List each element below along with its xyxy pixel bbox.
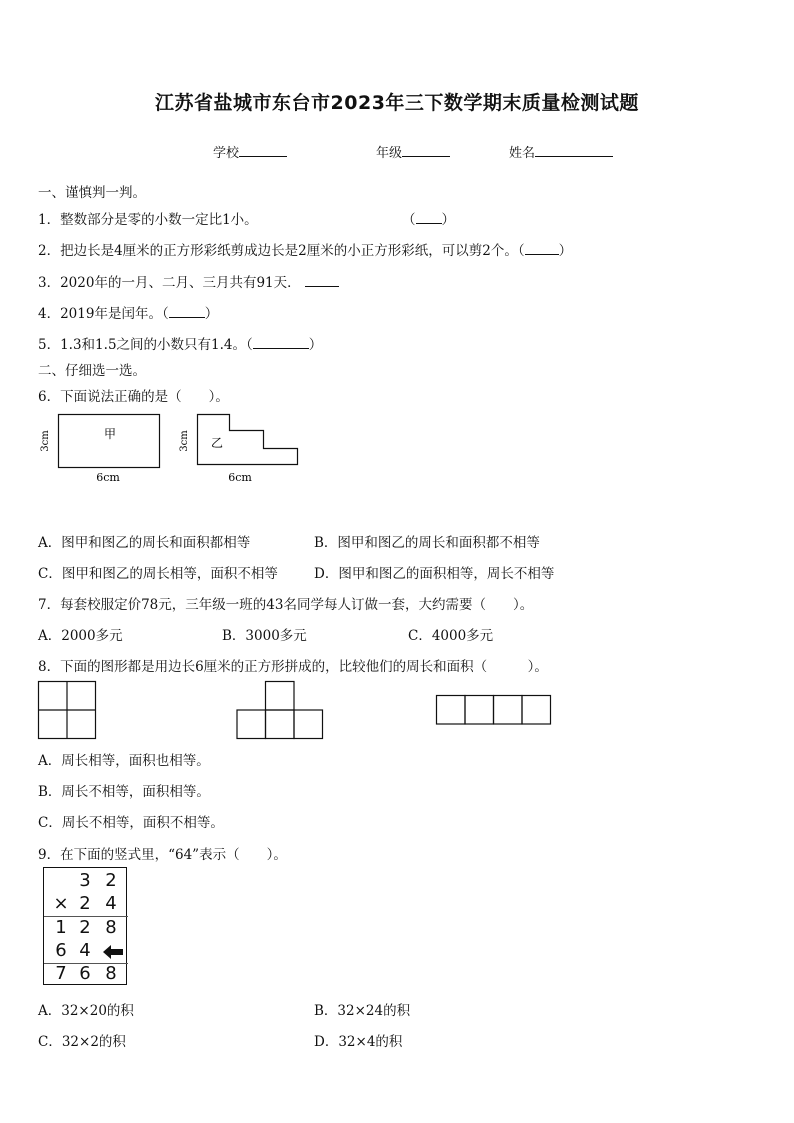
q6-option-a[interactable]: A．图甲和图乙的周长和面积都相等: [38, 535, 251, 551]
grade-field[interactable]: [376, 142, 450, 161]
vertical-row-1: [44, 870, 128, 893]
figure-jia-width: 6cm: [96, 471, 120, 484]
digit: 2: [79, 893, 91, 914]
question-6-text: 6．下面说法正确的是（ ）。: [38, 389, 229, 405]
figure-yi-height: 3cm: [179, 430, 190, 452]
question-1: [38, 208, 258, 228]
vertical-row-3: [44, 917, 128, 940]
q8-option-c[interactable]: C．周长不相等，面积不相等。: [38, 815, 224, 831]
digit: 2: [105, 870, 117, 891]
figure-jia-rectangle: [59, 415, 160, 468]
paren-close: ）: [308, 337, 323, 353]
answer-blank[interactable]: [169, 304, 205, 318]
multiply-sign: ×: [53, 893, 69, 914]
question-3: [38, 271, 339, 291]
q8-figure-row-1x4: [437, 696, 551, 725]
q8-figures: [34, 678, 564, 746]
digit: 6: [79, 963, 91, 984]
digit: 6: [55, 940, 67, 961]
q6-figures: [30, 405, 330, 493]
question-4: [38, 302, 218, 322]
figure-jia-height: 3cm: [40, 430, 51, 452]
question-5-text: 5．1.3和1.5之间的小数只有1.4。（: [38, 337, 253, 353]
digit: 2: [79, 917, 91, 938]
paren-open: （: [402, 212, 416, 228]
question-2: [38, 239, 572, 259]
digit: 4: [79, 940, 91, 961]
name-field[interactable]: [509, 142, 613, 161]
grade-label: 年级: [376, 146, 403, 161]
digit: 4: [105, 893, 117, 914]
question-2-text: 2．把边长是4厘米的正方形彩纸剪成边长是2厘米的小正方形彩纸，可以剪2个。（: [38, 243, 525, 259]
answer-blank[interactable]: [525, 241, 559, 255]
vertical-row-4: [44, 940, 128, 963]
q9-option-c[interactable]: C．32×2的积: [38, 1034, 126, 1050]
digit: 1: [55, 917, 67, 938]
digit: 8: [105, 917, 117, 938]
section2-header: 二、仔细选一选。: [38, 363, 146, 379]
q6-option-c[interactable]: C．图甲和图乙的周长相等，面积不相等: [38, 566, 278, 582]
school-label: 学校: [213, 146, 240, 161]
figure-jia-label: 甲: [104, 427, 117, 441]
q6-option-b[interactable]: B．图甲和图乙的周长和面积都不相等: [314, 535, 540, 551]
q7-option-a[interactable]: A．2000多元: [38, 628, 123, 644]
question-7-text: 7．每套校服定价78元，三年级一班的43名同学每人订做一套，大约需要（ ）。: [38, 597, 534, 613]
section1-header: 一、谨慎判一判。: [38, 185, 146, 201]
q9-option-b[interactable]: B．32×24的积: [314, 1003, 411, 1019]
paren-close: ）: [441, 212, 455, 228]
q9-option-a[interactable]: A．32×20的积: [38, 1003, 134, 1019]
question-5: [38, 333, 322, 353]
vertical-row-5: [44, 963, 128, 986]
question-9-text: 9．在下面的竖式里，“64”表示（ ）。: [38, 847, 287, 863]
q9-option-d[interactable]: D．32×4的积: [314, 1034, 403, 1050]
figure-yi-label: 乙: [211, 436, 224, 450]
q7-option-b[interactable]: B．3000多元: [222, 628, 307, 644]
question-1-text: 1．整数部分是零的小数一定比1小。: [38, 212, 258, 228]
figure-yi-width: 6cm: [228, 471, 252, 484]
question-3-text: 3．2020年的一月、二月、三月共有91天．: [38, 275, 301, 291]
question-1-answer[interactable]: [402, 208, 455, 228]
q7-option-c[interactable]: C．4000多元: [408, 628, 494, 644]
grade-blank[interactable]: [402, 143, 450, 157]
question-4-text: 4．2019年是闰年。（: [38, 306, 169, 322]
name-label: 姓名: [509, 146, 536, 161]
school-field[interactable]: [213, 142, 287, 161]
digit: 7: [55, 963, 67, 984]
digit: 3: [79, 870, 91, 891]
paren-close: ）: [204, 306, 219, 322]
digit: 8: [105, 963, 117, 984]
paren-close: ）: [558, 243, 573, 259]
vertical-row-2: [44, 893, 128, 916]
school-blank[interactable]: [239, 143, 287, 157]
q6-option-d[interactable]: D．图甲和图乙的面积相等，周长不相等: [314, 566, 555, 582]
q8-figure-t-shape: [237, 682, 323, 739]
vertical-multiplication: [43, 867, 127, 985]
name-blank[interactable]: [535, 143, 613, 157]
question-8-text: 8．下面的图形都是用边长6厘米的正方形拼成的，比较他们的周长和面积（ ）。: [38, 659, 548, 675]
left-arrow-icon: [102, 944, 124, 960]
answer-blank[interactable]: [305, 273, 339, 287]
q8-option-b[interactable]: B．周长不相等，面积相等。: [38, 784, 210, 800]
page-title: 江苏省盐城市东台市2023年三下数学期末质量检测试题: [155, 92, 639, 114]
answer-blank[interactable]: [416, 210, 442, 224]
answer-blank[interactable]: [253, 335, 309, 349]
q8-option-a[interactable]: A．周长相等，面积也相等。: [38, 753, 210, 769]
